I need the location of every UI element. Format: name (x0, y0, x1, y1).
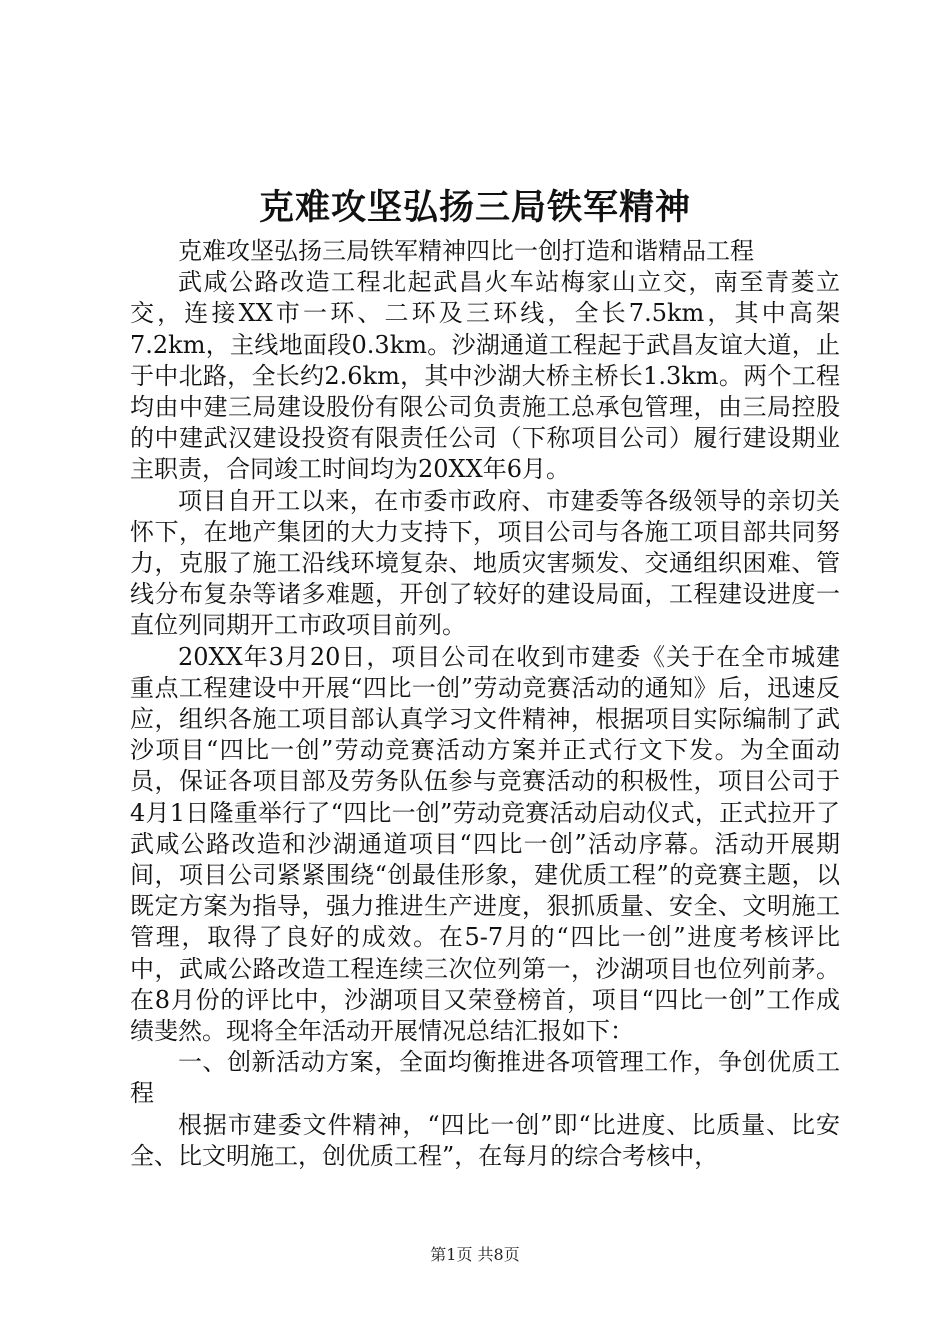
section-heading-1: 一、创新活动方案，全面均衡推进各项管理工作，争创优质工程 (130, 1048, 840, 1108)
paragraph-competition: 20XX年3月20日，项目公司在收到市建委《关于在全市城建重点工程建设中开展“四比一创”劳动竞赛活动的通知》后，迅速反应，组织各施工项目部认真学习文件精神，根据项目实际编制了武沙项目“四比一创”劳动竞赛活动方案并正式行文下发。为全面动员，保证各项目部及劳务队伍参与竞赛活动的积极性，项目公司于4月1日隆重举行了“四比一创”劳动竞赛活动启动仪式，正式拉开了武咸公路改造和沙湖通道项目“四比一创”活动序幕。活动开展期间，项目公司紧紧围绕“创最佳形象，建优质工程”的竞赛主题，以既定方案为指导，强力推进生产进度，狠抓质量、安全、文明施工管理，取得了良好的成效。在5-7月的“四比一创”进度考核评比中，武咸公路改造工程连续三次位列第一，沙湖项目也位列前茅。在8月份的评比中，沙湖项目又荣登榜首，项目“四比一创”工作成绩斐然。现将全年活动开展情况总结汇报如下： (130, 642, 840, 1046)
paragraph-section-1: 根据市建委文件精神，“四比一创”即“比进度、比质量、比安全、比文明施工，创优质工程”，在每月的综合考核中， (130, 1110, 840, 1170)
document-title: 克难攻坚弘扬三局铁军精神 (258, 187, 691, 228)
paragraph-project-overview: 武咸公路改造工程北起武昌火车站梅家山立交，南至青菱立交，连接XX市一环、二环及三环线，全长7.5km，其中高架7.2km，主线地面段0.3km。沙湖通道工程起于武昌友谊大道，止于中北路，全长约2.6km，其中沙湖大桥主桥长1.3km。两个工程均由中建三局建设股份有限公司负责施工总承包管理，由三局控股的中建武汉建设投资有限责任公司（下称项目公司）履行建设期业主职责，合同竣工时间均为20XX年6月。 (130, 268, 840, 484)
paragraph-progress: 项目自开工以来，在市委市政府、市建委等各级领导的亲切关怀下，在地产集团的大力支持下，项目公司与各施工项目部共同努力，克服了施工沿线环境复杂、地质灾害频发、交通组织困难、管线分布复杂等诸多难题，开创了较好的建设局面，工程建设进度一直位列同期开工市政项目前列。 (130, 486, 840, 640)
page-footer: 第1页 共8页 (430, 1245, 520, 1264)
document-body (130, 236, 840, 1172)
paragraph-subtitle: 克难攻坚弘扬三局铁军精神四比一创打造和谐精品工程 (178, 237, 754, 265)
